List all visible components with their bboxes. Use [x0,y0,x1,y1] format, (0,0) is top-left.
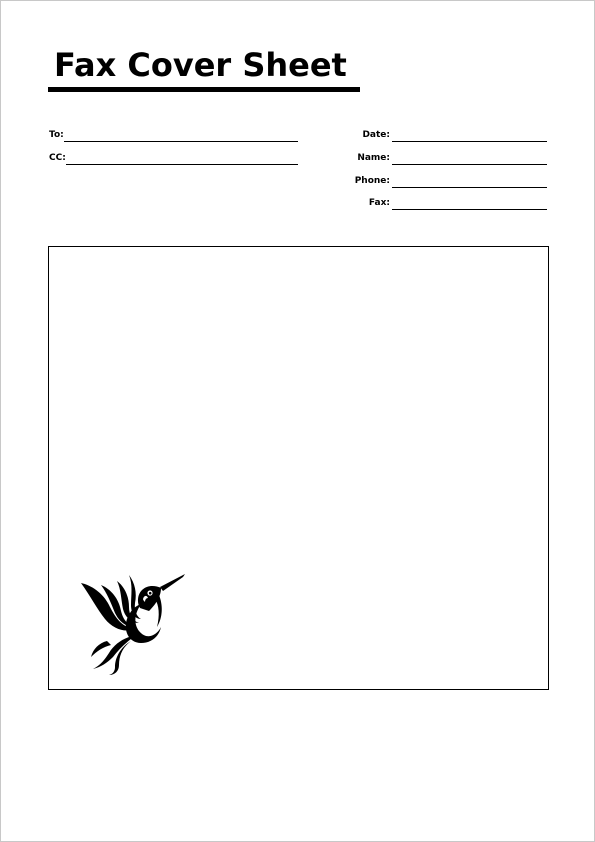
phone-label: Phone: [354,176,390,186]
fax-label: Fax: [368,198,390,208]
name-field[interactable] [392,164,547,165]
hummingbird-icon [77,571,189,675]
date-label: Date: [362,130,390,140]
to-label: To: [49,130,64,140]
fax-field[interactable] [392,209,547,210]
phone-field[interactable] [392,187,547,188]
name-label: Name: [357,153,390,163]
title-underline [48,87,360,92]
to-field[interactable] [64,141,298,142]
cc-label: CC: [49,153,66,163]
cc-field[interactable] [66,164,298,165]
date-field[interactable] [392,141,547,142]
page-title: Fax Cover Sheet [54,46,347,84]
